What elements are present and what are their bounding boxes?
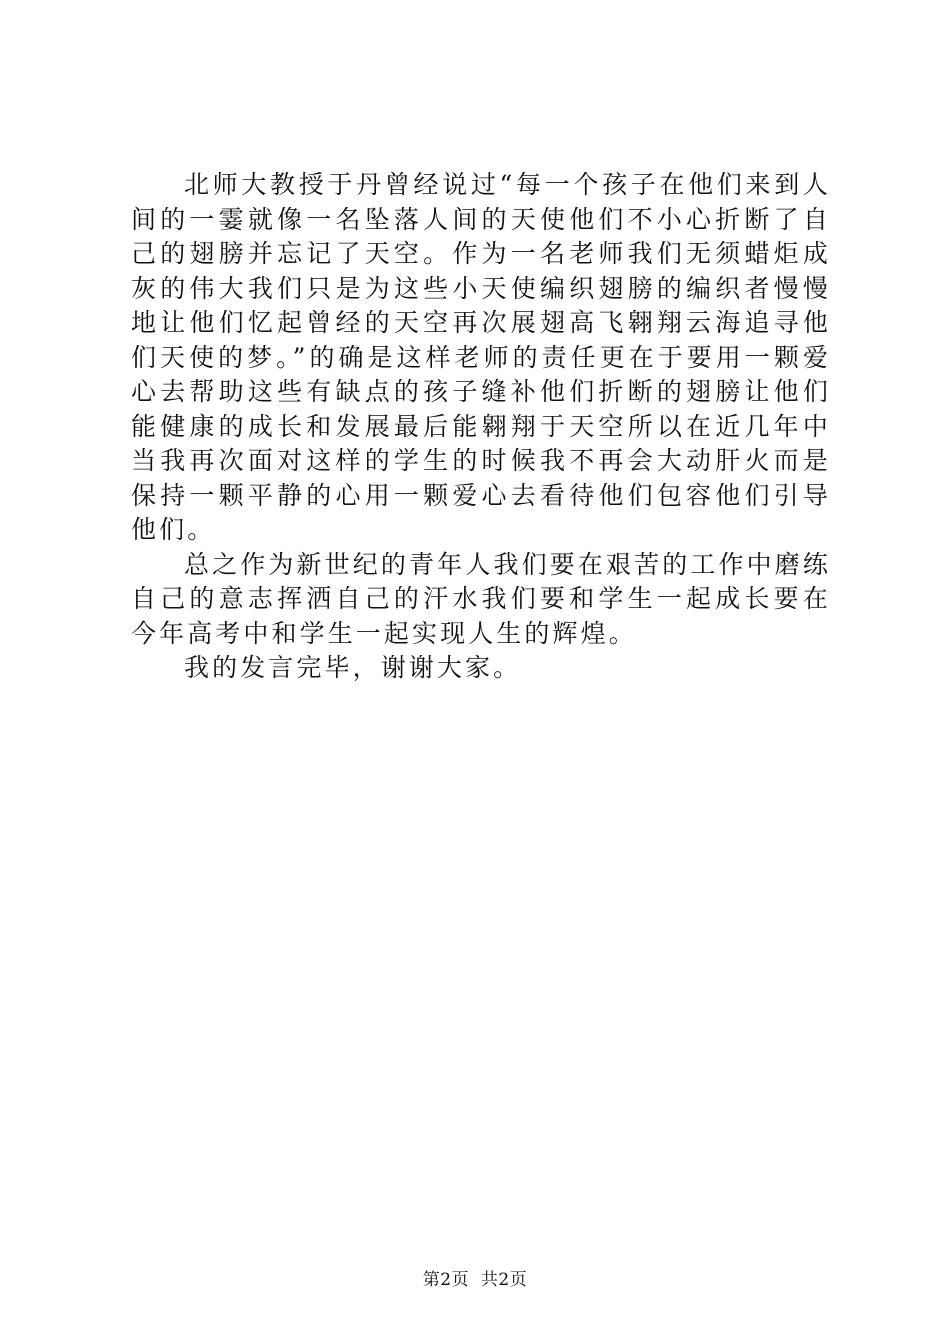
document-body: [131, 168, 831, 686]
page-number-footer: 第2页 共2页: [422, 1270, 528, 1290]
body-paragraph: 北师大教授于丹曾经说过“每一个孩子在他们来到人间的一霎就像一名坠落人间的天使他们不小心折断了自己的翅膀并忘记了天空。作为一名老师我们无须蜡炬成灰的伟大我们只是为这些小天使编织翅膀的编织者慢慢地让他们忆起曾经的天空再次展翅高飞翱翔云海追寻他们天使的梦。”的确是这样老师的责任更在于要用一颗爱心去帮助这些有缺点的孩子缝补他们折断的翅膀让他们能健康的成长和发展最后能翱翔于天空所以在近几年中当我再次面对这样的学生的时候我不再会大动肝火而是保持一颗平静的心用一颗爱心去看待他们包容他们引导他们。: [131, 170, 831, 544]
closing-paragraph: 我的发言完毕，谢谢大家。: [184, 653, 522, 682]
body-paragraph: 总之作为新世纪的青年人我们要在艰苦的工作中磨练自己的意志挥洒自己的汗水我们要和学生一起成长要在今年高考中和学生一起实现人生的辉煌。: [131, 549, 831, 648]
